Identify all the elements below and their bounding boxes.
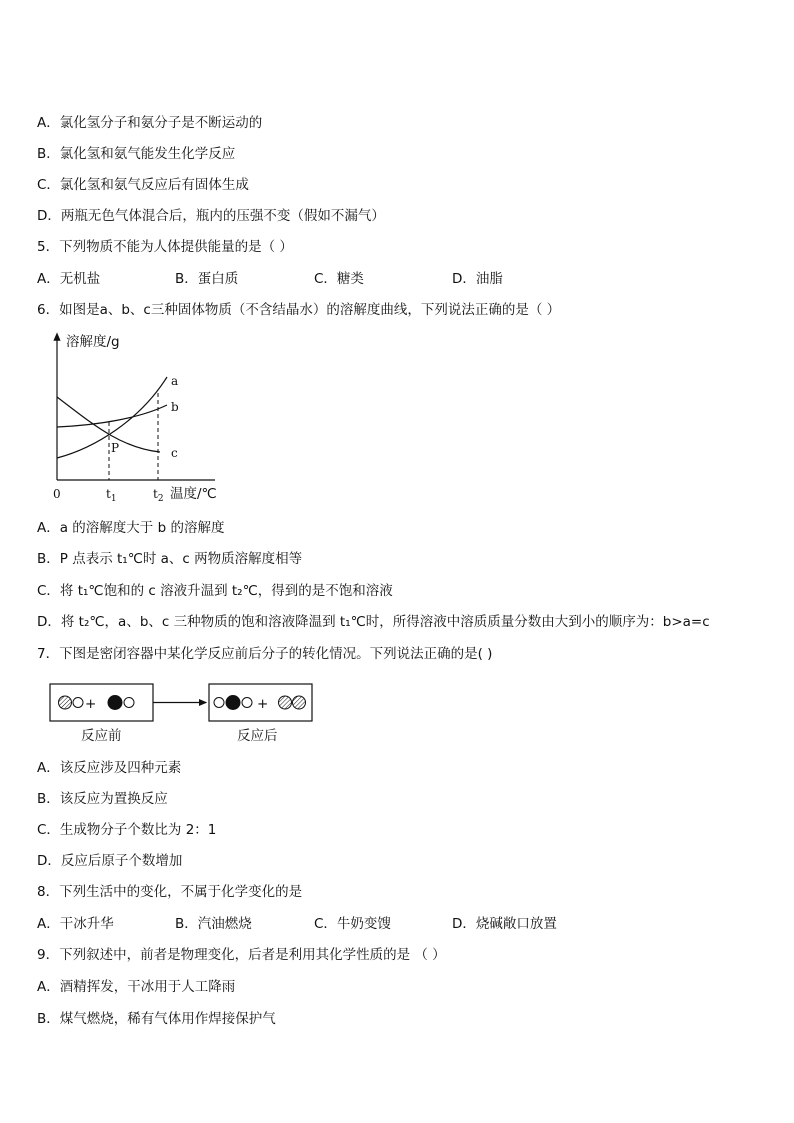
q5-stem: 5．下列物质不能为人体提供能量的是（ ） [37,239,293,255]
q8-option-d: D．烧碱敞口放置 [452,916,557,932]
q4-option-c: C．氯化氢和氨气反应后有固体生成 [37,177,249,193]
black-atom-icon [226,696,240,710]
q9-option-a: A．酒精挥发，干冰用于人工降雨 [37,979,236,995]
q5-option-d: D．油脂 [452,271,503,287]
white-atom-icon [214,698,224,708]
q7-option-c: C．生成物分子个数比为 2：1 [37,822,217,838]
hatched-atom-icon [59,696,72,709]
curve-c-label: c [171,446,178,460]
q6-stem: 6．如图是a、b、c三种固体物质（不含结晶水）的溶解度曲线，下列说法正确的是（ ） [37,302,561,318]
q9-stem: 9．下列叙述中，前者是物理变化，后者是利用其化学性质的是 （ ） [37,947,446,963]
reaction-diagram [44,678,324,746]
y-axis-label: 溶解度/g [66,334,120,350]
t2-tick-label: $t_2$ [153,487,164,504]
q5-option-a: A．无机盐 [37,271,101,287]
q7-stem: 7．下图是密闭容器中某化学反应前后分子的转化情况。下列说法正确的是( ) [37,646,493,662]
curve-a-label: a [171,374,179,388]
x-axis-label: 温度/℃ [170,486,217,502]
q8-stem: 8．下列生活中的变化，不属于化学变化的是 [37,884,303,900]
q6-option-d: D．将 t₂℃，a、b、c 三种物质的饱和溶液降温到 t₁℃时，所得溶液中溶质质量分数由大到小的顺序为：b>a=c [37,614,710,630]
q6-option-c: C．将 t₁℃饱和的 c 溶液升温到 t₂℃，得到的是不饱和溶液 [37,583,393,599]
q8-option-b: B．汽油燃烧 [175,916,252,932]
q5-options [37,270,757,288]
q4-option-a: A．氯化氢分子和氨分子是不断运动的 [37,115,263,131]
curve-b [57,405,167,427]
q4-option-d: D．两瓶无色气体混合后，瓶内的压强不变（假如不漏气） [37,208,385,224]
white-atom-icon [124,698,134,708]
q7-option-a: A．该反应涉及四种元素 [37,760,182,776]
q8-options [37,915,757,933]
hatched-atom-icon [293,696,306,709]
q8-option-a: A．干冰升华 [37,916,114,932]
q6-option-a: A．a 的溶解度大于 b 的溶解度 [37,520,225,536]
point-p-label: P [111,441,120,455]
q5-option-c: C．糖类 [314,271,364,287]
before-label: 反应前 [81,728,122,744]
t1-tick-label: $t_1$ [106,487,117,504]
white-atom-icon [242,698,252,708]
after-label: 反应后 [237,728,278,744]
plus-sign: + [257,696,269,712]
hatched-atom-icon [279,696,292,709]
black-atom-icon [108,696,122,710]
q9-option-b: B．煤气燃烧，稀有气体用作焊接保护气 [37,1011,276,1027]
plus-sign: + [85,696,97,712]
solubility-chart [40,330,230,508]
q6-option-b: B．P 点表示 t₁℃时 a、c 两物质溶解度相等 [37,551,303,567]
curve-b-label: b [171,400,179,414]
q7-option-b: B．该反应为置换反应 [37,791,168,807]
origin-label: 0 [53,487,61,501]
q4-option-b: B．氯化氢和氨气能发生化学反应 [37,146,236,162]
white-atom-icon [73,698,83,708]
q8-option-c: C．牛奶变馊 [314,916,391,932]
q5-option-b: B．蛋白质 [175,271,239,287]
q7-option-d: D．反应后原子个数增加 [37,853,183,869]
